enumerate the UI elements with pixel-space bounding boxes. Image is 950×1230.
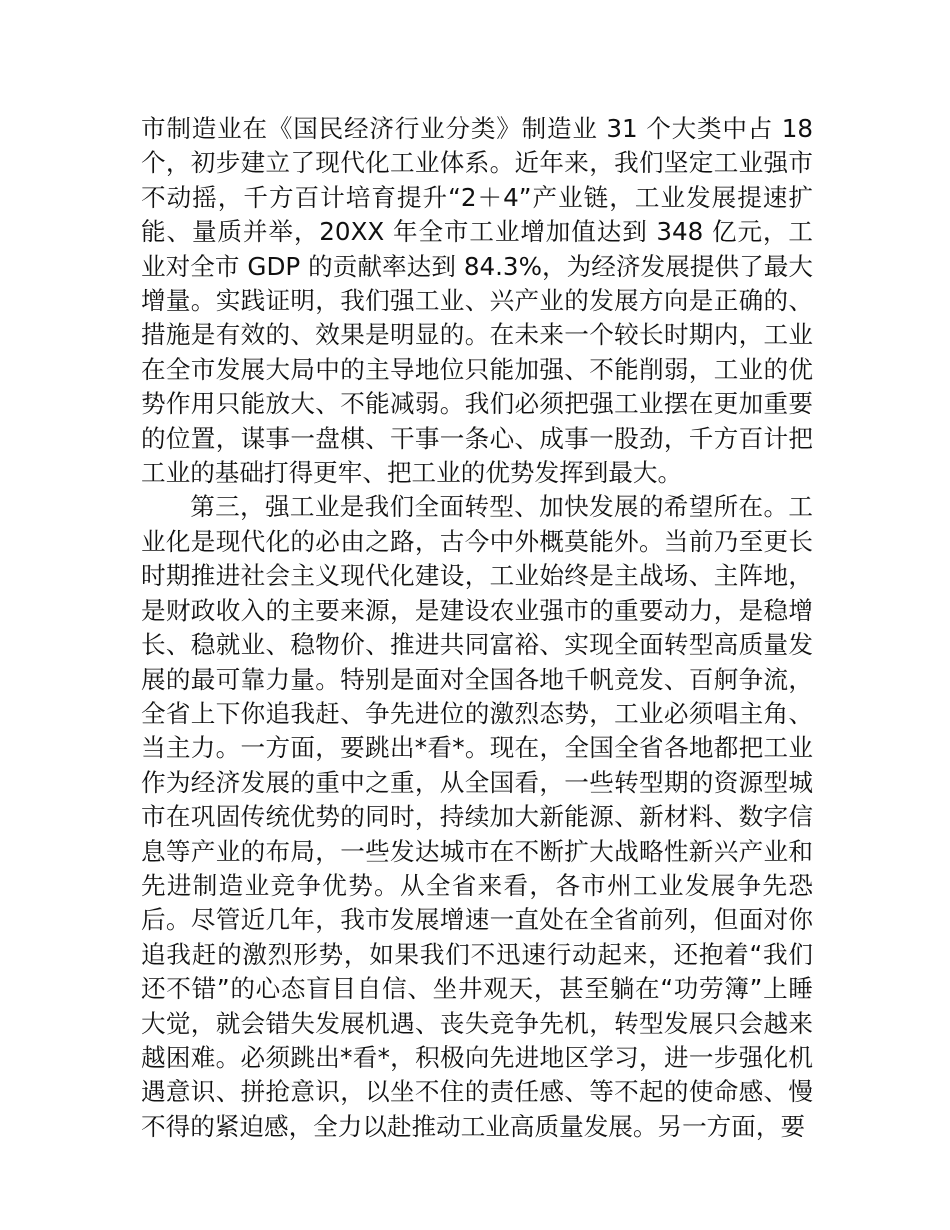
paragraph-industry-foundation: 市制造业在《国民经济行业分类》制造业 31 个大类中占 18 个，初步建立了现代化工业体系。近年来，我们坚定工业强市不动摇，千方百计培育提升“2＋4”产业链，工业发展提速扩能、量质并举，20XX 年全市工业增加值达到 348 亿元，工业对全市 GDP 的贡献率达到 84.3%，为经济发展提供了最大增量。实践证明，我们强工业、兴产业的发展方向是正确的、措施是有效的、效果是明显的。在未来一个较长时期内，工业在全市发展大局中的主导地位只能加强、不能削弱，工业的优势作用只能放大、不能减弱。我们必须把强工业摆在更加重要的位置，谋事一盘棋、干事一条心、成事一股劲，千方百计把工业的基础打得更牢、把工业的优势发挥到最大。: [141, 114, 813, 488]
paragraph-third-point: 第三，强工业是我们全面转型、加快发展的希望所在。工业化是现代化的必由之路，古今中外概莫能外。当前乃至更长时期推进社会主义现代化建设，工业始终是主战场、主阵地，是财政收入的主要来源，是建设农业强市的重要动力，是稳增长、稳就业、稳物价、推进共同富裕、实现全面转型高质量发展的最可靠力量。特别是面对全国各地千帆竞发、百舸争流，全省上下你追我赶、争先进位的激烈态势，工业必须唱主角、当主力。一方面，要跳出*看*。现在，全国全省各地都把工业作为经济发展的重中之重，从全国看，一些转型期的资源型城市在巩固传统优势的同时，持续加大新能源、新材料、数字信息等产业的布局，一些发达城市在不断扩大战略性新兴产业和先进制造业竞争优势。从全省来看，各市州工业发展争先恐后。尽管近几年，我市发展增速一直处在全省前列，但面对你追我赶的激烈形势，如果我们不迅速行动起来，还抱着“我们还不错”的心态盲目自信、坐井观天，甚至躺在“功劳簿”上睡大觉，就会错失发展机遇、丧失竞争先机，转型发展只会越来越困难。必须跳出*看*，积极向先进地区学习，进一步强化机遇意识、拼抢意识，以坐不住的责任感、等不起的使命感、慢不得的紧迫感，全力以赴推动工业高质量发展。另一方面，要: [141, 492, 813, 1141]
document-page: [141, 112, 813, 1144]
